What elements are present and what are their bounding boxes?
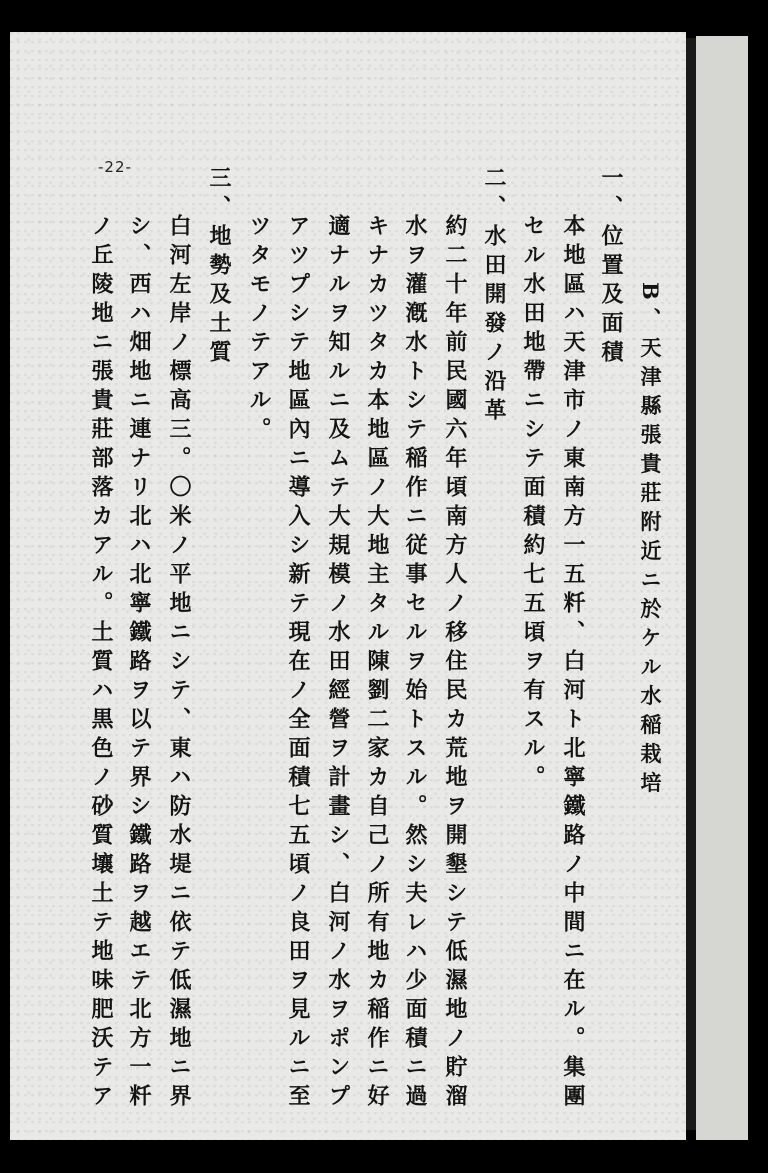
text-column: 適ナルヲ知ルニ及ムテ大規模ノ水田經營ヲ計畫シ、白河ノ水ヲポンプ (325, 214, 351, 1113)
text-column: セル水田地帶ニシテ面積約七五頃ヲ有スル。 (520, 214, 546, 794)
text-column: ツタモノテアル。 (246, 214, 272, 446)
scan-border (748, 0, 768, 1173)
text-column: 約二十年前民國六年頃南方人ノ移住民カ荒地ヲ開墾シテ低濕地ノ貯溜 (442, 214, 468, 1113)
heading-location-area: 一、位置及面積 (598, 166, 624, 369)
adjacent-page-edge (696, 36, 748, 1140)
text-column: アツプシテ地區內ニ導入シ新テ現在ノ全面積七五頃ノ良田ヲ見ルニ至 (285, 214, 311, 1113)
heading-terrain-soil: 三、地勢及土質 (206, 166, 232, 369)
text-column: シ、西ハ畑地ニ連ナリ北ハ北寧鐵路ヲ以テ界シ鐵路ヲ越エテ北方一粁 (126, 214, 152, 1113)
text-column: ノ丘陵地ニ張貴莊部落カアル。土質ハ黒色ノ砂質壤土テ地味肥沃テア (88, 214, 114, 1113)
text-column: 本地區ハ天津市ノ東南方一五粁、白河ト北寧鐵路ノ中間ニ在ル。集團 (560, 214, 586, 1113)
section-title: B、天津縣張貴莊附近ニ於ケル水稲栽培 (638, 282, 663, 801)
heading-paddy-history: 二、水田開發ノ沿革 (481, 166, 507, 427)
text-column: 白河左岸ノ標高三。〇米ノ平地ニシテ、東ハ防水堤ニ依テ低濕地ニ界 (166, 214, 192, 1113)
book-spine (686, 38, 696, 1130)
text-column: キナカツタカ本地區ノ大地主タル陳劉二家カ自己ノ所有地カ稲作ニ好 (364, 214, 390, 1113)
text-column: 水ヲ灌漑水トシテ稲作ニ従事セルヲ始トスル。然シ夫レハ少面積ニ過 (402, 214, 428, 1113)
page-number: -22- (98, 158, 132, 176)
